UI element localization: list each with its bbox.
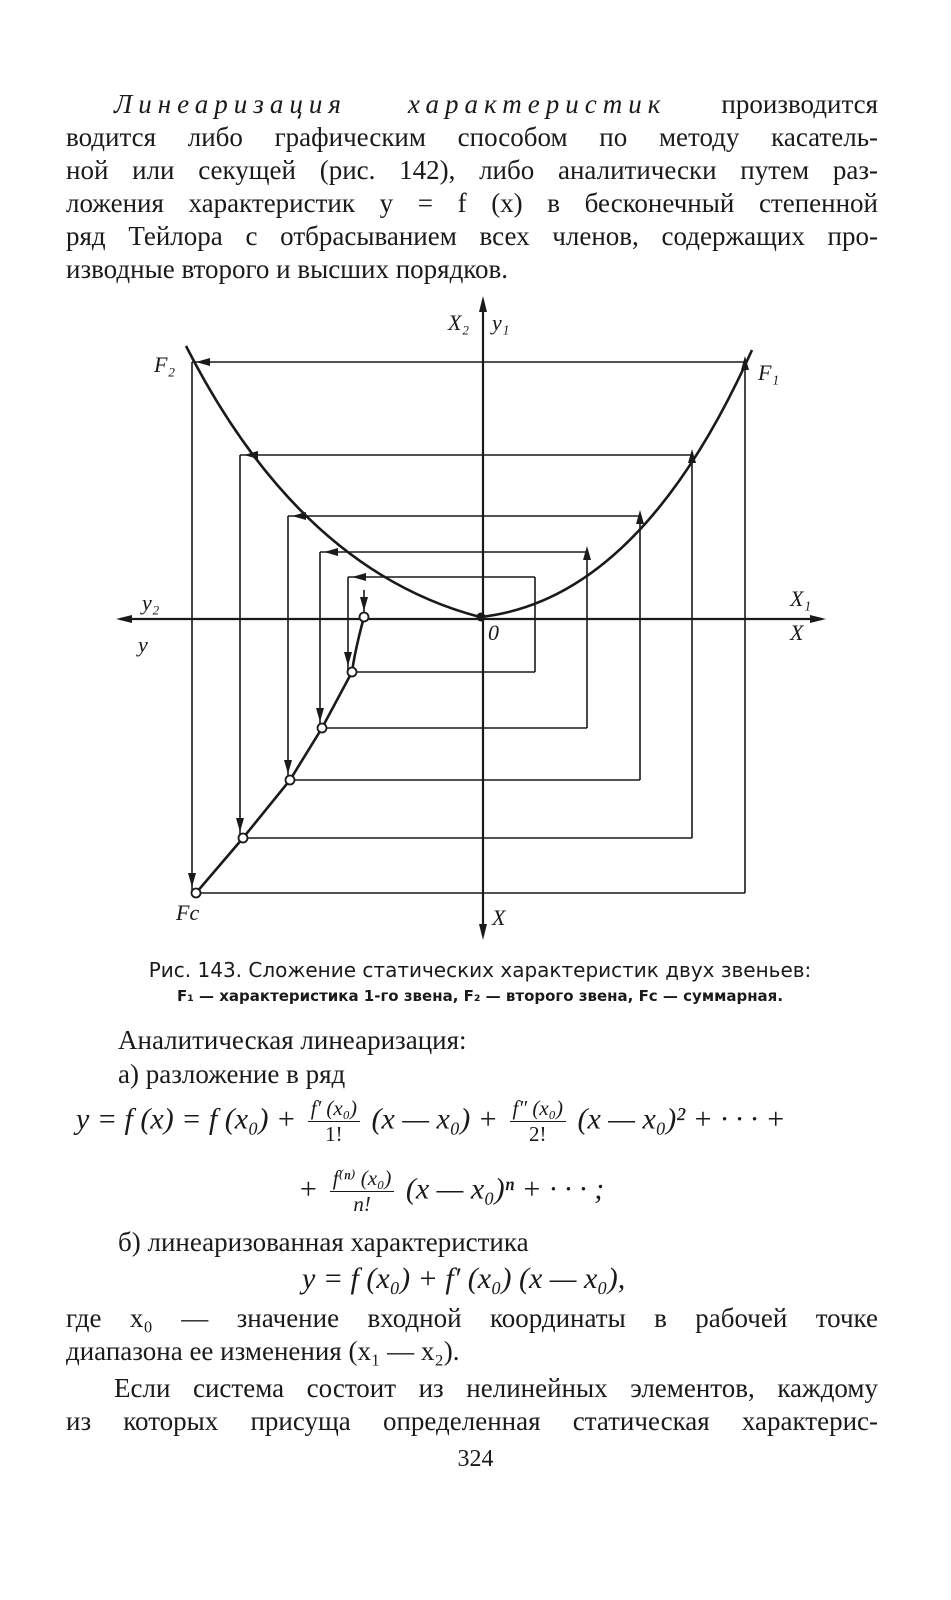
figure-143-diagram <box>0 280 951 950</box>
formula-taylor-line1 <box>76 1096 786 1147</box>
vertical-axis-arrow-top <box>479 296 487 312</box>
t1-denominator: 1! <box>325 1122 343 1146</box>
formula1-term1-fraction <box>308 1096 360 1147</box>
tn-numerator: f⁽ⁿ⁾ (x₀) <box>330 1166 395 1192</box>
vertical-axis-arrow-bottom <box>479 924 487 940</box>
formula1-termn-fraction <box>330 1166 395 1217</box>
intro-lead-spaced: Линеаризация характеристик <box>114 89 667 119</box>
label-f2: F₂ <box>154 352 176 377</box>
label-f1: F₁ <box>758 360 780 385</box>
intro-line-1 <box>66 88 878 121</box>
formula1-cont-plus: + <box>298 1172 319 1206</box>
formula-linearized: y = f (x₀) + f′ (x₀) (x — x₀), <box>302 1262 626 1295</box>
intro-line-5: ряд Тейлора с отбрасыванием всех членов, содержащих про- <box>66 221 878 251</box>
formula1-lhs: y = f (x) = f (x₀) + <box>76 1102 297 1136</box>
where-line-2: диапазона ее изменения (x₁ — x₂). <box>66 1336 460 1366</box>
t2-denominator: 2! <box>528 1122 547 1146</box>
intro-line-1-rest: производится <box>666 89 878 119</box>
fc-points <box>192 613 369 898</box>
intro-paragraph <box>66 88 878 286</box>
formula1-term2-fraction <box>510 1096 566 1147</box>
label-x2: X₂ <box>448 310 470 335</box>
closing-line-2: из которых присуща определенная статическая характерис- <box>66 1406 878 1436</box>
construction-lines <box>192 362 745 893</box>
formula-taylor-line2 <box>298 1166 604 1217</box>
label-y2: y₂ <box>142 590 160 615</box>
tn-multiplier: (x — x₀)ⁿ + · · · ; <box>405 1172 605 1206</box>
label-y1: y₁ <box>492 310 510 335</box>
intro-line-4: ложения характеристик y = f (x) в бесконечный степенной <box>66 188 878 218</box>
page-number: 324 <box>457 1446 494 1472</box>
curve-fc <box>196 617 364 893</box>
label-x1: X₁ <box>790 586 812 611</box>
closing-line-1: Если система состоит из нелинейных элементов, каждому <box>114 1373 878 1403</box>
t2-numerator: f″ (x₀) <box>510 1096 566 1122</box>
where-paragraph <box>66 1302 878 1368</box>
item-a: а) разложение в ряд <box>118 1059 346 1089</box>
intro-line-6: изводные второго и высших порядков. <box>66 254 509 284</box>
item-b: б) линеаризованная характеристика <box>118 1227 529 1257</box>
label-fc: Fc <box>176 900 200 925</box>
where-line-1: где x₀ — значение входной координаты в рабочей точке <box>66 1303 878 1333</box>
construction-arrows <box>188 356 749 887</box>
label-x-bottom: X <box>492 905 506 930</box>
tn-denominator: n! <box>353 1192 371 1216</box>
analytic-heading: Аналитическая линеаризация: <box>118 1025 467 1055</box>
horizontal-axis-arrow-right <box>810 615 826 623</box>
intro-line-2: водится либо графическим способом по методу касатель- <box>66 122 878 152</box>
figure-caption-title: Рис. 143. Сложение статических характеристик двух звеньев: <box>148 958 812 982</box>
label-y: y <box>138 632 148 657</box>
label-x: X <box>790 620 804 645</box>
label-origin: 0 <box>488 620 499 645</box>
intro-line-3: ной или секущей (рис. 142), либо аналитически путем раз- <box>66 155 878 185</box>
t1-multiplier: (x — x₀) + <box>371 1102 499 1136</box>
figure-caption-legend: F₁ — характеристика 1-го звена, F₂ — второго звена, Fc — суммарная. <box>176 987 784 1005</box>
horizontal-axis-arrow-left <box>116 615 132 623</box>
closing-paragraph <box>66 1372 878 1438</box>
t2-multiplier: (x — x₀)² + · · · + <box>577 1102 786 1136</box>
t1-numerator: f′ (x₀) <box>308 1096 360 1122</box>
